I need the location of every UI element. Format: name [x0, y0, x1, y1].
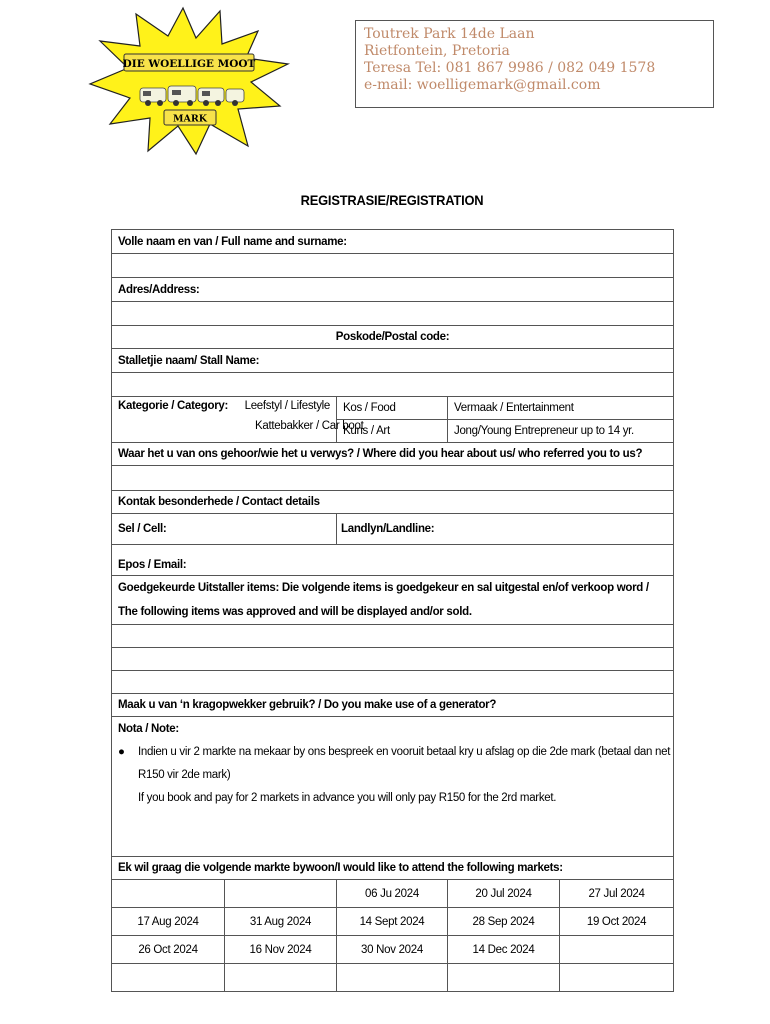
- category-food-option[interactable]: Kos / Food: [337, 397, 448, 420]
- address-label: Adres/Address:: [112, 278, 674, 302]
- contact-phone-line: Teresa Tel: 081 867 9986 / 082 049 1578: [364, 60, 656, 76]
- market-date-cell[interactable]: [337, 964, 448, 992]
- referral-field[interactable]: [112, 466, 674, 491]
- market-date-cell[interactable]: 17 Aug 2024: [112, 908, 225, 936]
- market-date-cell[interactable]: 06 Ju 2024: [337, 880, 448, 908]
- market-date-cell[interactable]: [448, 964, 560, 992]
- generator-label: Maak u van ‘n kragopwekker gebruik? / Do you make use of a generator?: [112, 694, 674, 717]
- logo-top-text: DIE WOELLIGE MOOT: [122, 58, 256, 70]
- approved-items-label: [112, 576, 674, 625]
- market-logo: [88, 6, 292, 156]
- full-name-field[interactable]: [112, 254, 674, 278]
- referral-label: Waar het u van ons gehoor/wie het u verwys? / Where did you hear about us/ who referred you to us?: [112, 443, 674, 466]
- category-carboot-option[interactable]: Kattebakker / Car boot: [255, 420, 364, 432]
- category-label: Kategorie / Category:: [118, 400, 229, 412]
- registration-form: [111, 229, 674, 992]
- bullet-icon: ●: [118, 746, 125, 758]
- market-date-cell[interactable]: 20 Jul 2024: [448, 880, 560, 908]
- markets-label: Ek wil graag die volgende markte bywoon/I would like to attend the following markets:: [112, 857, 674, 880]
- contact-address-line: Toutrek Park 14de Laan: [364, 26, 535, 42]
- logo-bottom-text: MARK: [172, 113, 208, 125]
- market-date-cell[interactable]: [560, 936, 674, 964]
- postal-code-label: Poskode/Postal code:: [112, 326, 674, 349]
- page-title: REGISTRASIE/REGISTRATION: [300, 192, 484, 208]
- contact-city-line: Rietfontein, Pretoria: [364, 43, 510, 59]
- category-young-entrepreneur-option[interactable]: Jong/Young Entrepreneur up to 14 yr.: [448, 420, 674, 443]
- market-date-cell[interactable]: [225, 880, 337, 908]
- category-art-option[interactable]: Kuns / Art: [337, 420, 448, 443]
- email-label[interactable]: Epos / Email:: [112, 545, 674, 576]
- market-date-cell[interactable]: [112, 880, 225, 908]
- address-field[interactable]: [112, 302, 674, 326]
- approved-items-row[interactable]: [112, 671, 674, 694]
- note-afrikaans-line-2: R150 vir 2de mark): [138, 769, 231, 781]
- contact-box: [355, 20, 714, 108]
- approved-items-row[interactable]: [112, 648, 674, 671]
- approved-items-label-en: The following items was approved and will be displayed and/or sold.: [118, 606, 472, 618]
- market-date-cell[interactable]: 16 Nov 2024: [225, 936, 337, 964]
- contact-email-line: e-mail: woelligemark@gmail.com: [364, 77, 601, 93]
- market-date-cell[interactable]: 19 Oct 2024: [560, 908, 674, 936]
- market-date-cell[interactable]: 28 Sep 2024: [448, 908, 560, 936]
- market-date-cell[interactable]: 26 Oct 2024: [112, 936, 225, 964]
- approved-items-row[interactable]: [112, 625, 674, 648]
- approved-items-label-af: Goedgekeurde Uitstaller items: Die volgende items is goedgekeur en sal uitgestal en/of verkoop word /: [118, 582, 649, 594]
- market-date-cell[interactable]: 30 Nov 2024: [337, 936, 448, 964]
- market-date-cell[interactable]: [112, 964, 225, 992]
- stall-name-field[interactable]: [112, 373, 674, 397]
- note-english: If you book and pay for 2 markets in advance you will only pay R150 for the 2rd market.: [138, 792, 557, 804]
- contact-details-label: Kontak besonderhede / Contact details: [112, 491, 674, 514]
- market-date-cell[interactable]: 14 Sept 2024: [337, 908, 448, 936]
- market-date-cell[interactable]: 31 Aug 2024: [225, 908, 337, 936]
- market-date-cell[interactable]: 14 Dec 2024: [448, 936, 560, 964]
- market-date-cell[interactable]: [225, 964, 337, 992]
- market-date-cell[interactable]: 27 Jul 2024: [560, 880, 674, 908]
- stall-name-label: Stalletjie naam/ Stall Name:: [112, 349, 674, 373]
- full-name-label: Volle naam en van / Full name and surname:: [112, 230, 674, 254]
- note-afrikaans-line-1: Indien u vir 2 markte na mekaar by ons bespreek en vooruit betaal kry u afslag op die 2de mark (betaal dan net: [138, 746, 671, 758]
- cell-label[interactable]: Sel / Cell:: [112, 514, 337, 545]
- category-lifestyle-option[interactable]: Leefstyl / Lifestyle: [244, 400, 330, 412]
- market-date-cell[interactable]: [560, 964, 674, 992]
- category-entertainment-option[interactable]: Vermaak / Entertainment: [448, 397, 674, 420]
- note-label: Nota / Note:: [118, 723, 179, 735]
- landline-label[interactable]: Landlyn/Landline:: [337, 514, 674, 545]
- note-cell: [112, 717, 674, 857]
- star-burst-icon: [88, 6, 292, 156]
